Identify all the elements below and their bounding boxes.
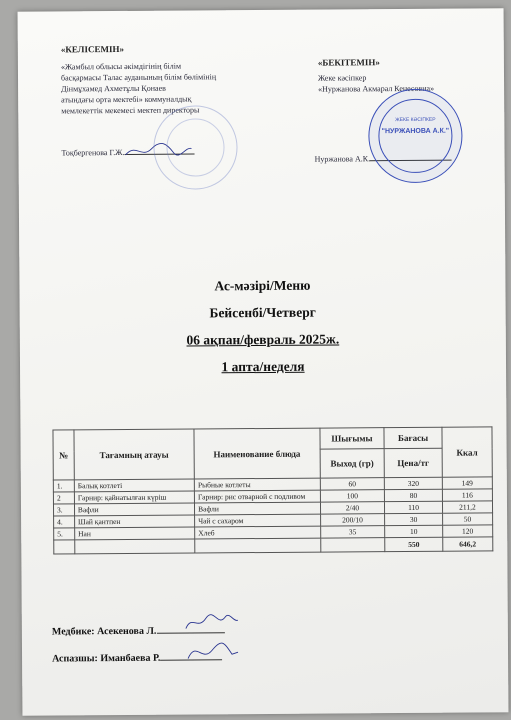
cell-price: 80 [385,489,443,501]
cook-signature-scribble [182,638,242,666]
cell-num: 5. [54,528,75,540]
cell-output: 2/40 [320,502,385,514]
right-line: «Нуржанова Акмарал Кенесовна» [318,83,435,94]
cell-empty [195,538,321,553]
cell-output: 60 [320,478,385,490]
header-name-ru: Наименование блюда [194,428,320,479]
document-page [18,8,509,715]
day-title: Бейсенбі/Четверг [209,304,316,321]
menu-title: Ас-мәзірі/Меню [214,277,311,294]
nurse-signature-scribble [182,610,242,636]
left-line: Дінмұхамед Ахметұлы Қонаев [61,83,166,94]
cell-kcal: 50 [442,513,492,525]
header-price-kz: Бағасы [384,427,442,448]
cell-kcal: 211,2 [442,501,492,513]
cell-num: 2 [53,492,74,504]
cell-name-kz: Нан [75,527,195,540]
cell-kcal: 149 [442,477,492,489]
header-output-kz: Шығымы [319,428,384,449]
cook-label: Аспазшы: Иманбаева Р. [52,652,161,665]
left-stamp-inner-ring [166,118,224,176]
total-kcal: 646,2 [443,537,493,551]
cell-output: 35 [320,526,385,538]
right-signer-name: Нуржанова А.К. [314,154,371,164]
cell-name-ru: Вафли [195,502,321,515]
cell-output: 100 [320,490,385,502]
left-line: мемлекеттік мекемесі мектеп директоры [61,105,200,116]
cell-price: 30 [385,513,443,525]
right-stamp [368,89,463,184]
cell-empty [75,539,195,554]
cell-num: 4. [54,516,75,528]
stamp-center-text: "НУРЖАНОВА А.К." [381,127,450,136]
header-kcal: Ккал [442,427,493,477]
cell-kcal: 116 [442,489,492,501]
left-approval-text [61,60,291,117]
right-stamp-inner-ring [378,99,453,174]
left-line: атындағы орта мектебі» коммуналдық [61,94,192,105]
stamp-subtext: ЖЕКЕ КӘСІПКЕР [395,116,436,124]
cell-num: 1. [53,480,74,492]
right-heading: «БЕКІТЕМІН» [317,57,380,68]
cell-empty [54,540,75,554]
cell-price: 320 [385,477,443,489]
header-price-ru: Цена/тг [384,448,442,477]
nurse-label: Медбике: Асекенова Л. [51,625,157,638]
header-output-ru: Выход (гр) [320,449,385,478]
cell-price: 110 [385,501,443,513]
cell-name-kz: Балық котлеті [74,479,194,492]
cell-name-kz: Вафли [74,503,194,516]
cell-name-kz: Шай қантпен [74,515,194,528]
cell-kcal: 120 [442,525,492,537]
cell-num: 3. [53,504,74,516]
date-title: 06 ақпан/февраль 2025ж. [186,331,340,348]
header-num: № [53,430,74,480]
cell-name-ru: Рыбные котлеты [194,478,320,491]
cell-name-ru: Хлеб [195,526,321,539]
left-signer-name: Тоқбергенова Г.Ж. [61,147,125,158]
left-line: «Жамбыл облысы әкімдігінің білім [60,61,182,72]
total-price: 550 [385,537,443,551]
cell-name-ru: Чай с сахаром [195,514,321,527]
cell-empty [320,538,385,552]
left-line: басқармасы Талас ауданының білім бөлімінің [60,72,217,83]
cell-name-kz: Гарнир: қайнатылған күріш [74,491,194,504]
menu-table [52,426,493,554]
header-name-kz: Тағамның атауы [74,429,195,480]
week-title: 1 апта/неделя [221,358,305,375]
cell-name-ru: Гарнир: рис отварной с подливом [194,490,320,503]
table-header-row [53,427,492,451]
right-line: Жеке кәсіпкер [317,73,367,83]
cell-price: 10 [385,525,443,537]
table-total-row [54,537,493,554]
left-heading: «КЕЛІСЕМІН» [60,43,124,55]
cell-output: 200/10 [320,514,385,526]
left-stamp [153,105,238,190]
